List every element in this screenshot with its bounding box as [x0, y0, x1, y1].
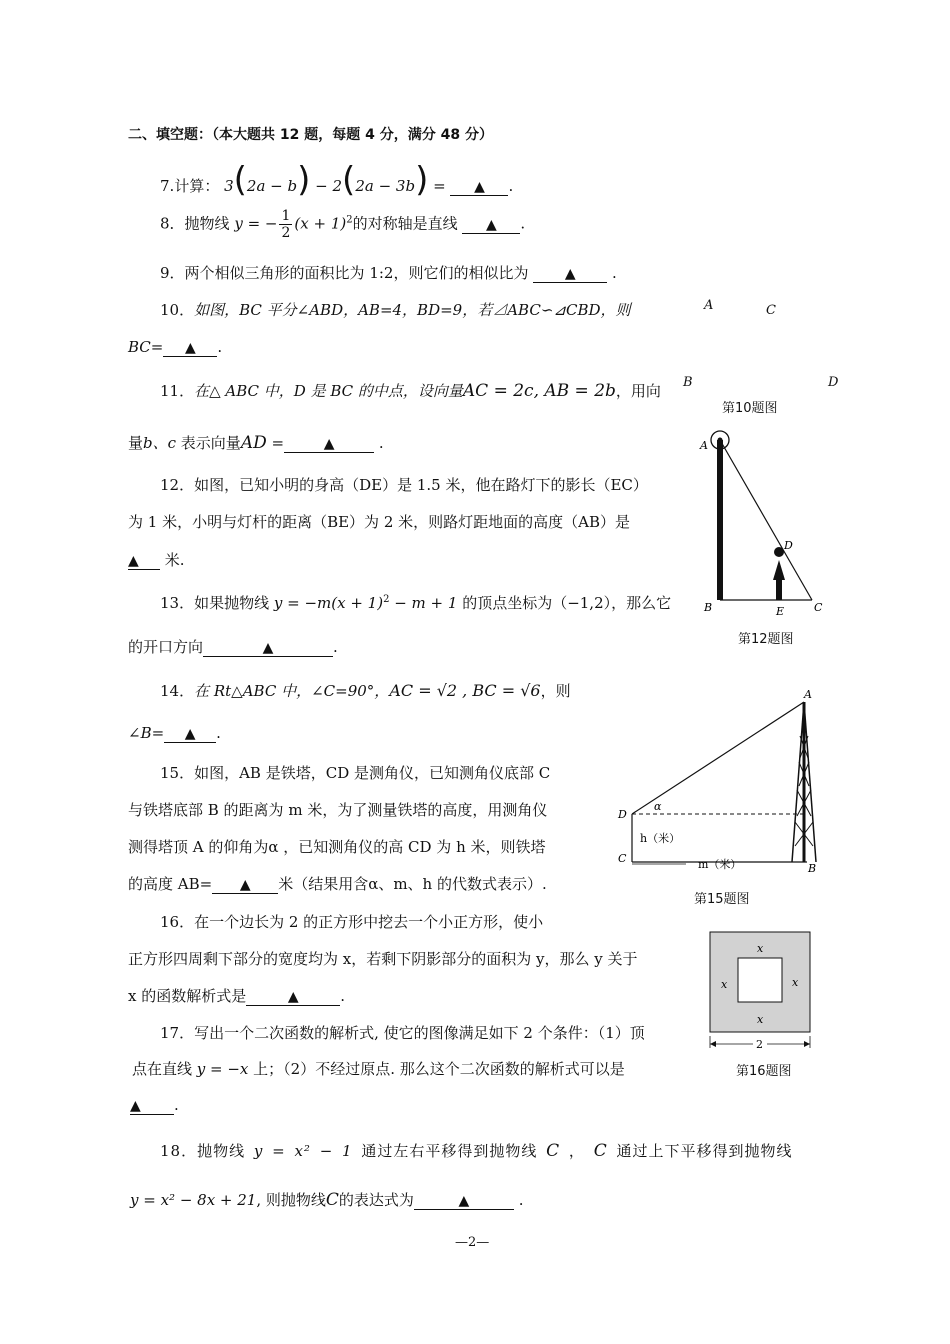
fig15-caption: 第15题图 [694, 892, 750, 907]
question-18-line1 [160, 1140, 792, 1161]
question-text: 通过左右平移得到抛物线 [352, 1142, 547, 1160]
question-15-line4 [128, 873, 547, 894]
question-number: 12． [160, 476, 195, 494]
answer-blank[interactable]: ▲ [130, 1098, 174, 1115]
fraction [279, 208, 292, 241]
question-15-line1 [160, 762, 550, 783]
math-var: C [593, 1141, 608, 1161]
fig15-label-alpha: α [654, 800, 662, 813]
section-title: 二、填空题：（本大题共 12 题，每题 4 分，满分 48 分） [128, 127, 493, 143]
light-ray [720, 440, 812, 600]
question-text: , 则抛物线 [256, 1191, 326, 1209]
question-12-line1 [160, 474, 648, 495]
question-17-line1 [160, 1022, 645, 1043]
question-text: 表示向量 [176, 434, 241, 452]
period: . [612, 264, 617, 282]
question-text: 上；（2）不经过原点. 那么这个二次函数的解析式可以是 [248, 1060, 625, 1078]
math-expr: b、c [143, 434, 177, 452]
question-text: 如果抛物线 [194, 594, 274, 612]
numerator: 1 [281, 208, 291, 224]
question-18-line2 [130, 1189, 524, 1210]
question-text: x 的函数解析式是 [128, 987, 247, 1005]
question-text: 的顶点坐标为（−1,2），那么它 [457, 594, 672, 612]
math-expr: y = − [234, 214, 278, 233]
fig16-x-top: x [757, 942, 764, 955]
period: . [216, 724, 221, 742]
answer-blank[interactable]: ▲ [128, 553, 160, 570]
math-expr: AD [240, 433, 267, 453]
math-expr: 2a − b [246, 177, 298, 195]
answer-blank[interactable]: ▲ [533, 266, 607, 283]
fig15-label-b: B [808, 862, 817, 875]
question-number: 13． [160, 594, 195, 612]
period: . [518, 1191, 524, 1209]
fig12-caption: 第12题图 [738, 632, 794, 647]
answer-blank[interactable]: ▲ [164, 726, 216, 743]
question-8 [160, 208, 525, 241]
fig16-diagram [704, 928, 816, 1054]
tower-right-leg [804, 702, 816, 862]
fig15-label-a: A [804, 688, 812, 701]
answer-blank[interactable]: ▲ [246, 989, 340, 1006]
person-head [774, 547, 784, 557]
question-text: 测得塔顶 A 的仰角为α ，已知测角仪的高 CD 为 h 米，则铁塔 [128, 838, 546, 856]
math-expr: y = −x [196, 1060, 249, 1078]
fig12-diagram [690, 428, 830, 626]
equals: = [428, 177, 446, 195]
fig15-h-label: h（米） [640, 832, 681, 845]
math-coef: 3 [224, 177, 234, 195]
fig12-label-d: D [784, 539, 793, 552]
question-text: 如图，已知小明的身高（DE）是 1.5 米，他在路灯下的影长（EC） [194, 476, 648, 494]
question-16-line3 [128, 985, 345, 1006]
period: . [340, 987, 346, 1005]
fig15-label-d: D [618, 808, 627, 821]
period: . [217, 338, 223, 356]
question-7 [160, 160, 513, 200]
math-expr: y = x² − 8x + 21 [130, 1191, 257, 1209]
question-text: 为 1 米，小明与灯杆的距离（BE）为 2 米，则路灯距地面的高度（AB）是 [128, 513, 630, 531]
question-14-line2 [128, 724, 221, 743]
period: . [174, 1096, 179, 1114]
question-text: 的表达式为 [338, 1191, 414, 1209]
question-text: 写出一个二次函数的解析式, 使它的图像满足如下 2 个条件：（1）顶 [194, 1024, 645, 1042]
fig16-x-bottom: x [757, 1013, 764, 1026]
question-number: 9． [160, 264, 185, 282]
question-text: 的高度 AB= [128, 875, 213, 893]
question-text: 的对称轴是直线 [352, 214, 458, 233]
math-op: − 2 [310, 177, 343, 195]
fig10-label-a: A [704, 298, 714, 313]
dim-arrow-right [804, 1041, 810, 1047]
question-text: 与铁塔底部 B 的距离为 m 米，为了测量铁塔的高度，用测角仪 [128, 801, 548, 819]
question-number: 15． [160, 764, 195, 782]
math-expr: y = −m [273, 594, 332, 612]
question-15-line3 [128, 836, 546, 857]
answer-blank[interactable]: ▲ [203, 640, 333, 657]
question-16-line1 [160, 911, 543, 932]
fig15-diagram [612, 686, 828, 876]
person-legs [776, 578, 782, 600]
question-11-line1 [160, 380, 661, 401]
question-text: 通过上下平移得到抛物线 [607, 1142, 793, 1160]
tower-left-leg [792, 702, 804, 862]
fig10-label-b: B [683, 375, 693, 390]
question-12-line3 [128, 549, 185, 570]
question-9 [160, 262, 617, 283]
question-17-line2 [132, 1058, 625, 1079]
fig15-m-label: m（米） [698, 858, 742, 871]
fig10-label-d: D [828, 375, 839, 390]
question-text: 在一个边长为 2 的正方形中挖去一个小正方形，使小 [194, 913, 544, 931]
question-text: 米. [164, 551, 185, 569]
question-text: 抛物线 [184, 214, 235, 233]
question-number: 14． [160, 682, 195, 700]
answer-blank[interactable]: ▲ [163, 340, 217, 357]
paren-right: ) [415, 160, 429, 200]
fig12-label-c: C [814, 601, 823, 614]
question-10-line2 [128, 338, 222, 357]
period: . [333, 638, 338, 656]
question-text: 如图，AB 是铁塔，CD 是测角仪，已知测角仪底部 C [194, 764, 551, 782]
question-text: 的开口方向 [128, 638, 204, 656]
math-expr: − m + 1 [389, 594, 458, 612]
question-text: ，则 [540, 682, 571, 700]
question-12-line2 [128, 511, 630, 532]
question-text: 如图，BC 平分∠ABD，AB=4，BD=9，若⊿ABC∽⊿CBD，则 [194, 301, 631, 319]
question-text: 在△ ABC 中，D 是 BC 的中点，设向量 [194, 382, 463, 400]
question-17-line3 [130, 1096, 179, 1115]
question-text: 在 Rt△ABC 中，∠C=90°， [194, 682, 390, 700]
fig12-label-b: B [704, 601, 713, 614]
person-body [773, 560, 785, 580]
paren-left: ( [342, 160, 356, 200]
exponent: 2 [346, 214, 353, 226]
question-number: 10． [160, 301, 195, 319]
inner-square [738, 958, 782, 1002]
equals: = [266, 434, 285, 452]
paren-left: ( [233, 160, 247, 200]
question-text: 正方形四周剩下部分的宽度均为 x，若剩下阴影部分的面积为 y，那么 y 关于 [128, 950, 638, 968]
math-expr: AC = √2 , BC = √6 [389, 681, 541, 700]
question-13-line2 [128, 636, 338, 657]
question-11-line2 [128, 432, 384, 453]
period: . [508, 177, 514, 195]
fig16-x-left: x [721, 978, 728, 991]
question-text: 点在直线 [132, 1060, 197, 1078]
sight-line [632, 702, 804, 814]
question-13-line1 [160, 592, 671, 613]
question-text: BC= [128, 338, 164, 356]
question-16-line2 [128, 948, 637, 969]
question-10-line1 [160, 299, 631, 320]
fig15-label-c: C [618, 852, 627, 865]
question-text: ，用向 [615, 382, 661, 400]
question-text: 计算： [174, 177, 220, 195]
question-number: 16． [160, 913, 195, 931]
dim-arrow-left [710, 1041, 716, 1047]
question-number: 11． [160, 382, 195, 400]
math-expr: y = x² − 1 [253, 1142, 353, 1160]
question-number: 17． [160, 1024, 195, 1042]
exponent: 2 [383, 594, 390, 605]
question-text: 两个相似三角形的面积比为 1:2，则它们的相似比为 [184, 264, 529, 282]
answer-blank[interactable]: ▲ [284, 436, 374, 453]
question-number: 18． [160, 1142, 198, 1160]
paren-right: ) [297, 160, 311, 200]
answer-blank[interactable]: ▲ [212, 877, 278, 894]
math-expr: AC = 2c, AB = 2b [462, 381, 616, 401]
fig16-side-label: 2 [756, 1038, 763, 1051]
answer-blank[interactable]: ▲ [414, 1193, 514, 1210]
period: . [520, 214, 526, 233]
fig12-label-a: A [700, 439, 708, 452]
math-var: C [546, 1141, 561, 1161]
denominator: 2 [281, 225, 291, 241]
question-text: ∠B= [128, 724, 165, 742]
question-15-line2 [128, 799, 547, 820]
fig10-label-c: C [766, 303, 776, 318]
question-number: 8． [160, 214, 185, 233]
question-14-line1 [160, 680, 571, 701]
period: . [378, 434, 384, 452]
math-expr: 2a − 3b [355, 177, 416, 195]
page-number: —2— [455, 1235, 490, 1250]
question-number: 7. [160, 177, 175, 195]
fig12-label-e: E [776, 605, 785, 618]
math-expr: (x + 1) [294, 214, 347, 233]
fig16-x-right: x [792, 976, 799, 989]
question-text: 抛物线 [197, 1142, 254, 1160]
math-var: C [325, 1190, 339, 1210]
math-expr: (x + 1) [331, 594, 384, 612]
question-text: 量 [128, 434, 144, 452]
answer-blank[interactable]: ▲ [450, 179, 508, 196]
fig10-caption: 第10题图 [722, 401, 778, 416]
answer-blank[interactable]: ▲ [462, 217, 520, 234]
question-text: ， [560, 1142, 594, 1160]
fig16-caption: 第16题图 [736, 1064, 792, 1079]
question-text: 米（结果用含α、m、h 的代数式表示）. [278, 875, 547, 893]
